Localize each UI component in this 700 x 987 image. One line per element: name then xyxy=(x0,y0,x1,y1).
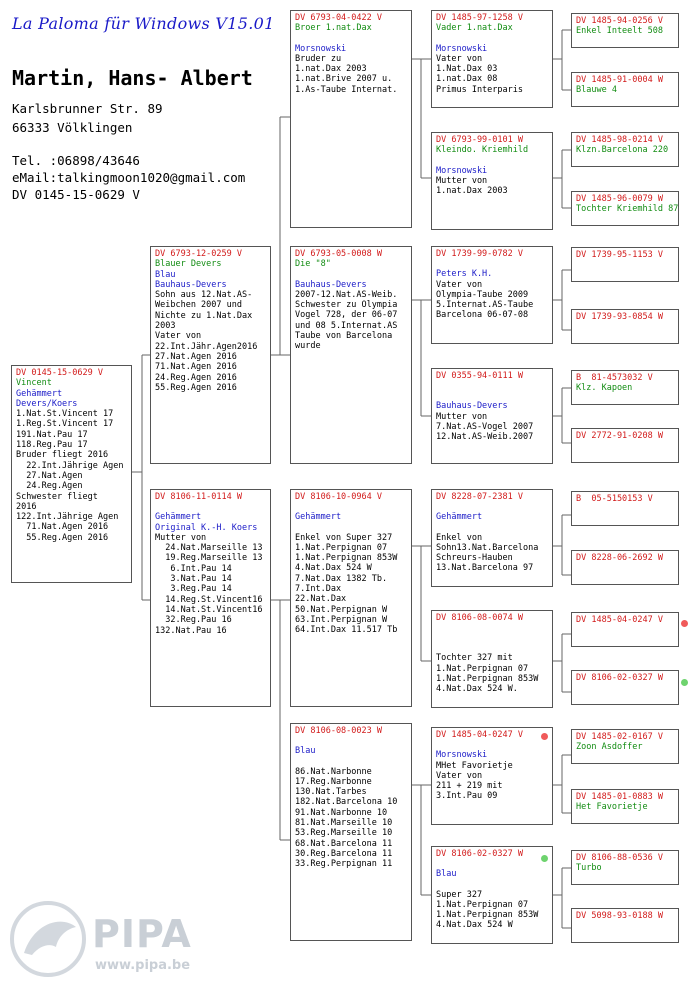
result-line: 32.Reg.Pau 16 xyxy=(155,615,232,626)
result-line: 13.Nat.Barcelona 97 xyxy=(436,563,534,574)
ring-number: DV 8228-07-2381 V xyxy=(436,492,523,502)
result-line: wurde xyxy=(295,341,321,352)
result-line: 14.Nat.St.Vincent16 xyxy=(155,604,263,615)
result-line: 1.Nat.Perpignan 853W xyxy=(436,673,539,684)
pigeon-name: Blauer Devers xyxy=(155,259,222,270)
pedigree-box-fmf[interactable] xyxy=(431,246,553,344)
result-line: 1.As-Taube Internat. xyxy=(295,84,398,95)
ring-number: DV 1739-93-0854 W xyxy=(576,312,663,322)
pedigree-box-g12[interactable] xyxy=(571,670,679,705)
pigeon-name: Het Favorietje xyxy=(576,802,648,813)
result-line: 53.Reg.Marseille 10 xyxy=(295,828,393,839)
result-line: 1.Reg.St.Vincent 17 xyxy=(16,419,114,430)
result-line: 86.Nat.Narbonne xyxy=(295,766,372,777)
result-line: 64.Int.Dax 11.517 Tb xyxy=(295,625,398,636)
result-line: Vater von xyxy=(436,279,483,290)
pedigree-box-g1[interactable] xyxy=(571,13,679,48)
result-line: Enkel von Super 327 xyxy=(295,532,393,543)
results-list xyxy=(155,290,266,393)
result-line: 7.Nat.Dax 1382 Tb. xyxy=(295,573,388,584)
logo-url: www.pipa.be xyxy=(95,958,191,973)
result-line: 19.Reg.Marseille 13 xyxy=(155,553,263,564)
results-list xyxy=(155,533,266,636)
result-line: 118.Reg.Pau 17 xyxy=(16,440,88,451)
result-line: 1.nat.Dax 08 xyxy=(436,74,498,85)
pigeon-name: Broer 1.nat.Dax xyxy=(295,23,372,34)
result-line: Enkel von xyxy=(436,532,483,543)
result-line: Vater von xyxy=(155,331,202,342)
ring-number: DV 1485-94-0256 V xyxy=(576,16,663,26)
breeder-info: Bauhaus-Devers xyxy=(436,401,508,412)
result-line: 3.Reg.Pau 14 xyxy=(155,584,232,595)
result-line: 33.Reg.Perpignan 11 xyxy=(295,859,393,870)
owner-name: Martin, Hans- Albert xyxy=(12,66,253,90)
ring-number: DV 1739-99-0782 V xyxy=(436,249,523,259)
result-line: 2016 xyxy=(16,501,37,512)
result-line: Tochter 327 mit xyxy=(436,653,513,664)
results-list xyxy=(295,767,407,870)
ring-number: DV 8106-02-0327 W xyxy=(436,849,523,859)
result-line: 1.Nat.Dax 03 xyxy=(436,64,498,75)
spacer xyxy=(295,34,407,44)
result-line: 68.Nat.Barcelona 11 xyxy=(295,838,393,849)
result-line: Super 327 xyxy=(436,889,483,900)
pedigree-box-g4[interactable] xyxy=(571,191,679,226)
result-line: 182.Nat.Barcelona 10 xyxy=(295,797,398,808)
results-list xyxy=(436,412,548,443)
spacer xyxy=(436,381,548,391)
ring-number: DV 6793-04-0422 V xyxy=(295,13,382,23)
ring-number: B 05-5150153 V xyxy=(576,494,653,504)
result-line: 1.Nat.Perpignan 853W xyxy=(436,910,539,921)
ring-number: DV 1485-98-0214 V xyxy=(576,135,663,145)
pedigree-box-g8[interactable] xyxy=(571,428,679,463)
spacer xyxy=(295,270,407,280)
owner-street: Karlsbrunner Str. 89 xyxy=(12,101,163,116)
result-line: 55.Reg.Agen 2016 xyxy=(16,532,109,543)
pedigree-box-subject[interactable] xyxy=(11,365,132,583)
ring-number: DV 6793-05-0008 W xyxy=(295,249,382,259)
pedigree-box-g15[interactable] xyxy=(571,850,679,885)
result-line: 1.nat.Dax 2003 xyxy=(295,64,367,75)
spacer xyxy=(436,643,548,653)
breeder-info: Morsnowski xyxy=(436,165,488,176)
pedigree-box-mother[interactable] xyxy=(150,489,271,707)
pedigree-box-fm[interactable] xyxy=(290,246,412,464)
result-line: 24.Nat.Marseille 13 xyxy=(155,543,263,554)
result-line: Mutter von xyxy=(436,175,488,186)
pedigree-box-g9[interactable] xyxy=(571,491,679,526)
result-line: 1.Nat.St.Vincent 17 xyxy=(16,409,114,420)
results-list xyxy=(295,54,407,95)
result-line: 7.Int.Dax xyxy=(295,584,342,595)
result-line: 22.Int.Jähr.Agen2016 xyxy=(155,341,258,352)
result-line: Weibchen 2007 und xyxy=(155,300,242,311)
result-line: 1.Nat.Perpignan 07 xyxy=(436,663,529,674)
result-line: 1.nat.Brive 2007 u. xyxy=(295,74,393,85)
spacer xyxy=(436,34,548,44)
pedigree-box-ff[interactable] xyxy=(290,10,412,228)
app-title: La Paloma für Windows V15.01 xyxy=(12,14,275,33)
pedigree-box-g6[interactable] xyxy=(571,309,679,344)
result-line: Schwester fliegt xyxy=(16,491,98,502)
result-line: 130.Nat.Tarbes xyxy=(295,787,367,798)
result-line: Sohn aus 12.Nat.AS- xyxy=(155,290,253,301)
result-line: 22.Int.Jährige Agen xyxy=(16,460,124,471)
result-line: 3.Nat.Pau 14 xyxy=(155,574,232,585)
result-line: 1.nat.Dax 2003 xyxy=(436,186,508,197)
spacer xyxy=(436,623,548,633)
owner-phone: Tel. :06898/43646 xyxy=(12,153,140,168)
owner-ring: DV 0145-15-0629 V xyxy=(12,187,140,202)
breeder-info: Morsnowski xyxy=(295,43,347,54)
results-list xyxy=(436,54,548,95)
ring-number: DV 1485-91-0004 W xyxy=(576,75,663,85)
result-line: 71.Nat.Agen 2016 xyxy=(155,362,237,373)
result-line: und 08 5.Internat.AS xyxy=(295,320,398,331)
result-line: MHet Favorietje xyxy=(436,760,513,771)
ring-number: DV 8228-06-2692 W xyxy=(576,553,663,563)
result-line: 55.Reg.Agen 2016 xyxy=(155,382,237,393)
pedigree-box-g11[interactable] xyxy=(571,612,679,647)
result-line: 4.Nat.Dax 524 W. xyxy=(436,684,518,695)
pedigree-box-g16[interactable] xyxy=(571,908,679,943)
result-line: 24.Reg.Agen xyxy=(16,481,83,492)
ring-number: DV 6793-12-0259 V xyxy=(155,249,242,259)
result-line: Mutter von xyxy=(436,411,488,422)
result-line: 1.Nat.Perpignan 07 xyxy=(436,899,529,910)
pedigree-box-g2[interactable] xyxy=(571,72,679,107)
ring-number: DV 1485-02-0167 V xyxy=(576,732,663,742)
spacer xyxy=(436,391,548,401)
result-line: 3.Int.Pau 09 xyxy=(436,791,498,802)
breeder-info: Bauhaus-Devers xyxy=(295,279,367,290)
spacer xyxy=(436,502,548,512)
spacer xyxy=(436,880,548,890)
pedigree-box-mff[interactable] xyxy=(431,489,553,587)
result-line: 14.Reg.St.Vincent16 xyxy=(155,594,263,605)
pigeon-name: Kleindo. Kriemhild xyxy=(436,145,529,156)
spacer xyxy=(295,736,407,746)
ring-number: DV 8106-10-0964 V xyxy=(295,492,382,502)
breeder-info: Gehämmert xyxy=(295,512,342,523)
ring-number: DV 8106-02-0327 W xyxy=(576,673,663,683)
pedigree-box-g10[interactable] xyxy=(571,550,679,585)
result-line: Olympia-Taube 2009 xyxy=(436,289,529,300)
pedigree-box-g7[interactable] xyxy=(571,370,679,405)
ring-number: DV 1485-96-0079 W xyxy=(576,194,663,204)
result-line: Barcelona 06-07-08 xyxy=(436,310,529,321)
spacer xyxy=(436,859,548,869)
spacer xyxy=(155,502,266,512)
pigeon-name: Klzn.Barcelona 220 xyxy=(576,145,669,156)
pedigree-box-mfm[interactable] xyxy=(431,610,553,708)
result-line: Bruder zu xyxy=(295,53,342,64)
pedigree-box-g14[interactable] xyxy=(571,789,679,824)
results-list xyxy=(436,890,548,931)
breeder-info: Blau xyxy=(436,869,457,880)
logo-word: PIPA xyxy=(92,912,192,956)
pedigree-box-g3[interactable] xyxy=(571,132,679,167)
green-dot-icon xyxy=(541,855,548,862)
results-list xyxy=(436,176,548,197)
pedigree-box-g13[interactable] xyxy=(571,729,679,764)
result-line: Schreurs-Hauben xyxy=(436,553,513,564)
green-dot-icon xyxy=(681,679,688,686)
pedigree-box-mm[interactable] xyxy=(290,723,412,941)
result-line: 12.Nat.AS-Weib.2007 xyxy=(436,432,534,443)
result-line: Taube von Barcelona xyxy=(295,331,393,342)
pedigree-box-mmf[interactable] xyxy=(431,727,553,825)
pigeon-name: Blauwe 4 xyxy=(576,85,617,96)
ring-number: DV 1739-95-1153 V xyxy=(576,250,663,260)
pigeon-name: Die "8" xyxy=(295,259,331,270)
pigeon-name: Enkel Inteelt 508 xyxy=(576,26,663,37)
ring-number: DV 8106-11-0114 W xyxy=(155,492,242,502)
result-line: 132.Nat.Pau 16 xyxy=(155,625,227,636)
result-line: 2007-12.Nat.AS-Weib. xyxy=(295,289,398,300)
ring-number: DV 1485-01-0883 W xyxy=(576,792,663,802)
ring-number: DV 2772-91-0208 W xyxy=(576,431,663,441)
result-line: 211 + 219 mit xyxy=(436,781,503,792)
pigeon-name: Zoon Asdoffer xyxy=(576,742,643,753)
pedigree-box-father[interactable] xyxy=(150,246,271,464)
breeder-info: Gehämmert Original K.-H. Koers xyxy=(155,512,258,533)
results-list xyxy=(436,653,548,694)
spacer xyxy=(295,502,407,512)
result-line: Nichte zu 1.Nat.Dax xyxy=(155,310,253,321)
ring-number: DV 0145-15-0629 V xyxy=(16,368,103,378)
result-line: Schwester zu Olympia xyxy=(295,300,398,311)
result-line: 1.Nat.Perpignan 07 xyxy=(295,542,388,553)
pigeon-name: Klz. Kapoen xyxy=(576,383,633,394)
result-line: 81.Nat.Marseille 10 xyxy=(295,818,393,829)
ring-number: DV 6793-99-0101 W xyxy=(436,135,523,145)
results-list xyxy=(295,533,407,636)
result-line: 50.Nat.Perpignan W xyxy=(295,604,388,615)
red-dot-icon xyxy=(541,733,548,740)
ring-number: DV 1485-04-0247 V xyxy=(436,730,523,740)
pedigree-box-mmm[interactable] xyxy=(431,846,553,944)
breeder-info: Morsnowski xyxy=(436,750,488,761)
ring-number: DV 1485-97-1258 V xyxy=(436,13,523,23)
result-line: 63.Int.Perpignan W xyxy=(295,614,388,625)
ring-number: DV 5098-93-0188 W xyxy=(576,911,663,921)
result-line: 30.Reg.Barcelona 11 xyxy=(295,848,393,859)
results-list xyxy=(436,761,548,802)
spacer xyxy=(436,740,548,750)
results-list xyxy=(436,533,548,574)
breeder-info: Blau Bauhaus-Devers xyxy=(155,269,227,290)
red-dot-icon xyxy=(681,620,688,627)
result-line: Bruder fliegt 2016 xyxy=(16,450,109,461)
result-line: 91.Nat.Narbonne 10 xyxy=(295,807,388,818)
spacer xyxy=(436,523,548,533)
pigeon-name: Turbo xyxy=(576,863,602,874)
result-line: 27.Nat.Agen xyxy=(16,470,83,481)
ring-number: DV 1485-04-0247 V xyxy=(576,615,663,625)
pedigree-box-fff[interactable] xyxy=(431,10,553,108)
spacer xyxy=(436,633,548,643)
result-line: 27.Nat.Agen 2016 xyxy=(155,351,237,362)
spacer xyxy=(295,523,407,533)
result-line: 6.Int.Pau 14 xyxy=(155,563,232,574)
owner-city: 66333 Völklingen xyxy=(12,120,133,135)
owner-email: eMail:talkingmoon1020@gmail.com xyxy=(12,170,246,185)
pigeon-name: Tochter Kriemhild 87 xyxy=(576,204,679,215)
pedigree-box-mf[interactable] xyxy=(290,489,412,707)
spacer xyxy=(436,156,548,166)
result-line: 7.Nat.AS-Vogel 2007 xyxy=(436,421,534,432)
result-line: 22.Nat.Dax xyxy=(295,594,347,605)
breeder-info: Gehämmert Devers/Koers xyxy=(16,388,78,409)
result-line: Vogel 728, der 06-07 xyxy=(295,310,398,321)
breeder-info: Blau xyxy=(295,746,316,757)
spacer xyxy=(295,757,407,767)
result-line: 17.Reg.Narbonne xyxy=(295,776,372,787)
breeder-info: Peters K.H. xyxy=(436,269,493,280)
results-list xyxy=(436,280,548,321)
ring-number: B 81-4573032 V xyxy=(576,373,653,383)
ring-number: DV 8106-08-0074 W xyxy=(436,613,523,623)
breeder-info: Morsnowski xyxy=(436,43,488,54)
result-line: Sohn13.Nat.Barcelona xyxy=(436,542,539,553)
result-line: 24.Reg.Agen 2016 xyxy=(155,372,237,383)
result-line: 2003 xyxy=(155,321,176,332)
result-line: 4.Nat.Dax 524 W xyxy=(436,920,513,931)
result-line: Mutter von xyxy=(155,532,207,543)
pigeon-name: Vader 1.nat.Dax xyxy=(436,23,513,34)
breeder-info: Gehämmert xyxy=(436,512,483,523)
pedigree-box-g5[interactable] xyxy=(571,247,679,282)
pedigree-box-ffm[interactable] xyxy=(431,132,553,230)
result-line: Primus Interparis xyxy=(436,84,523,95)
result-line: 1.Nat.Perpignan 853W xyxy=(295,553,398,564)
result-line: 4.Nat.Dax 524 W xyxy=(295,563,372,574)
ring-number: DV 0355-94-0111 W xyxy=(436,371,523,381)
ring-number: DV 8106-88-0536 V xyxy=(576,853,663,863)
result-line: Vater von xyxy=(436,770,483,781)
result-line: 71.Nat.Agen 2016 xyxy=(16,522,109,533)
result-line: 191.Nat.Pau 17 xyxy=(16,429,88,440)
results-list xyxy=(16,409,127,543)
result-line: 5.Internat.AS-Taube xyxy=(436,300,534,311)
pedigree-box-fmm[interactable] xyxy=(431,368,553,464)
ring-number: DV 8106-08-0023 W xyxy=(295,726,382,736)
pigeon-name: Vincent xyxy=(16,378,52,389)
spacer xyxy=(436,259,548,269)
results-list xyxy=(295,290,407,352)
result-line: 122.Int.Jährige Agen xyxy=(16,512,119,523)
result-line: Vater von xyxy=(436,53,483,64)
